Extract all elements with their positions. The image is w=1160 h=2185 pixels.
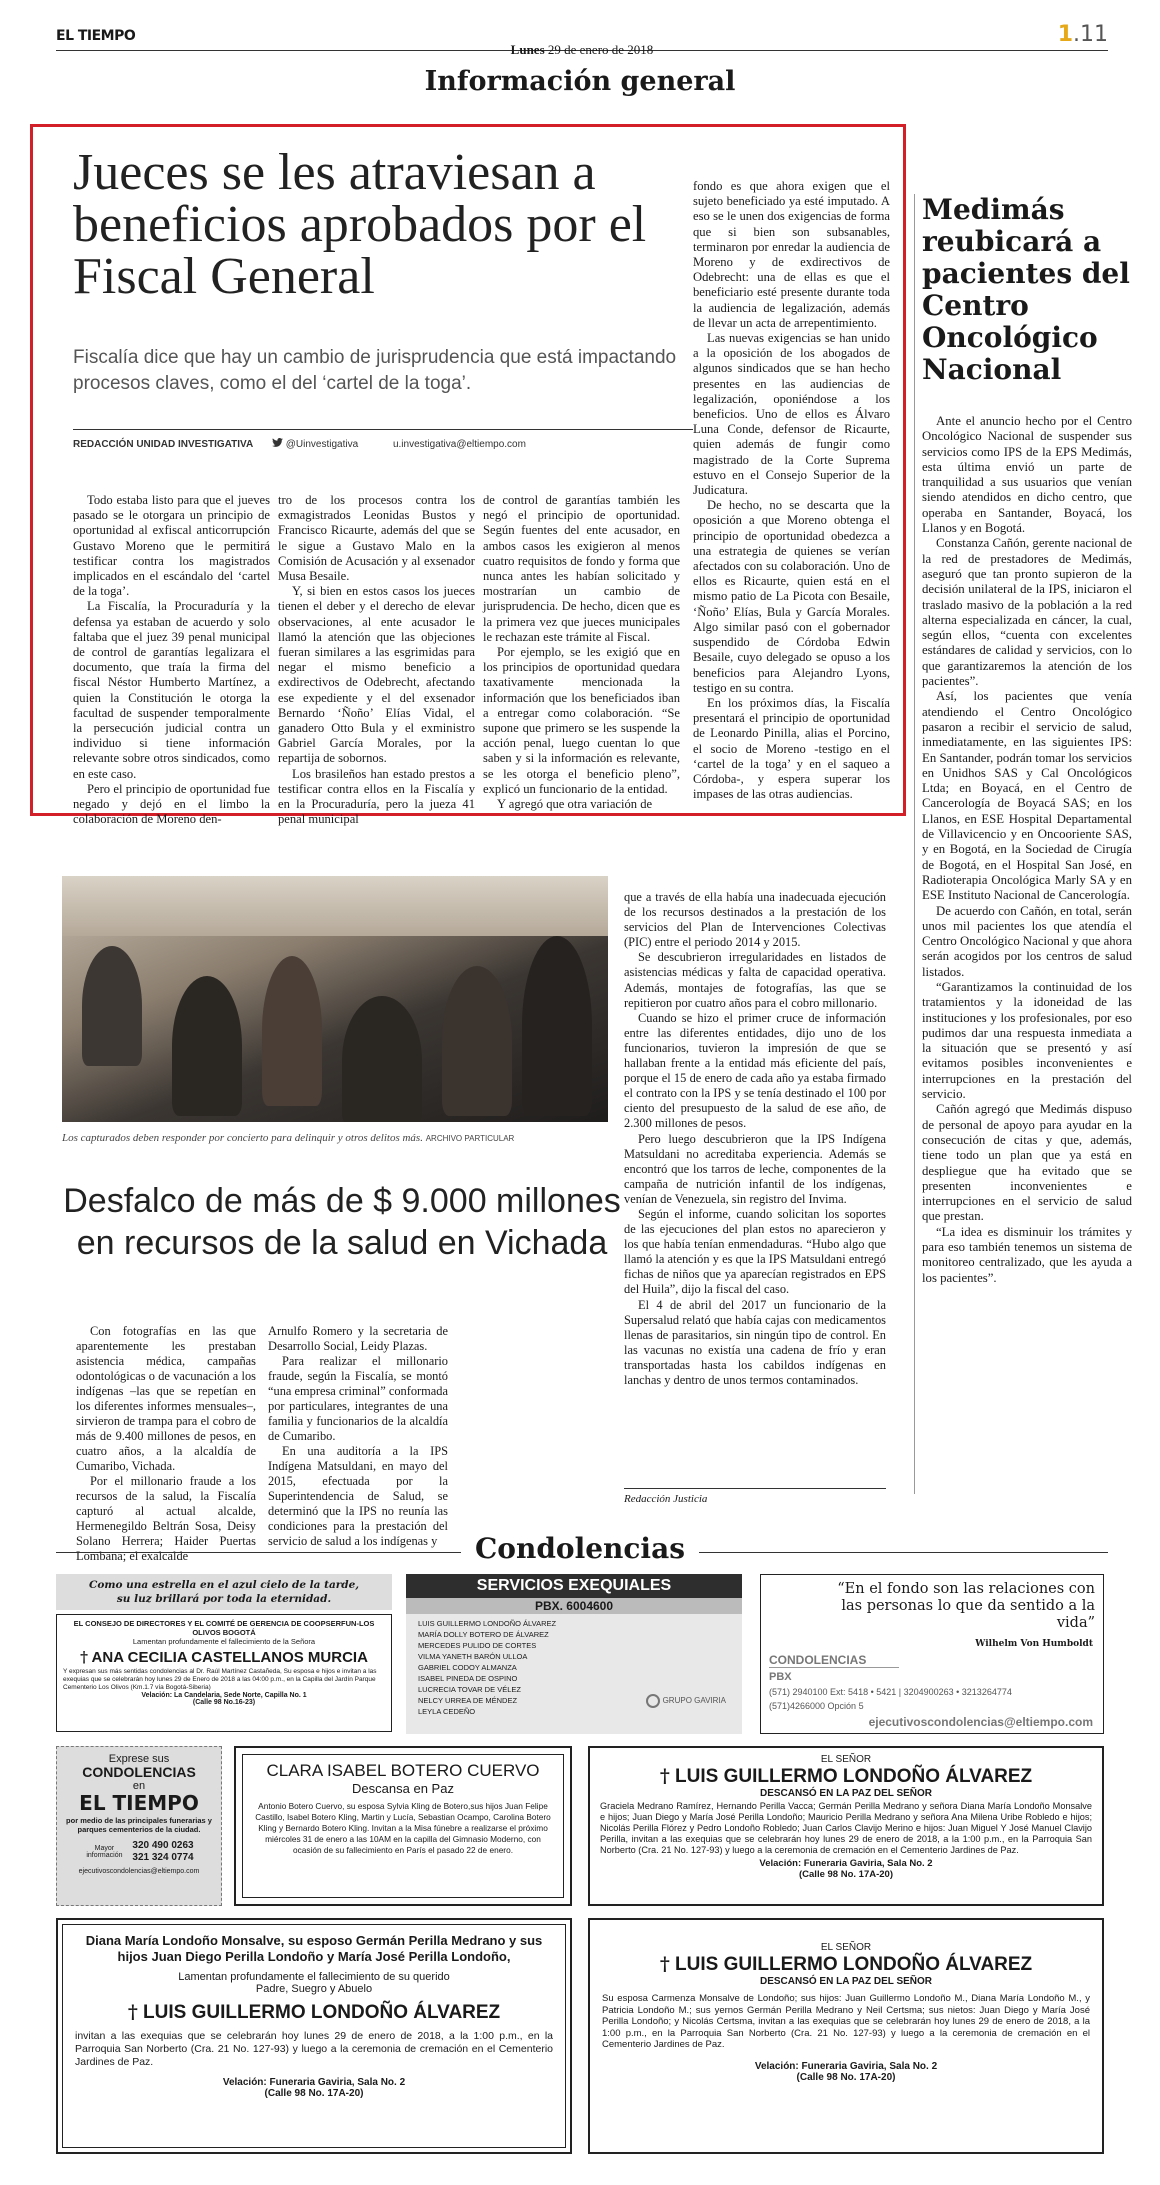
paragraph: Los brasileños han estado prestos a testificar contra ellos en la Fiscalía y en la Procuraduría, pero la jueza 41 penal municipal	[278, 766, 475, 827]
page-date	[56, 42, 1108, 58]
side-body	[922, 414, 1132, 1286]
ad3-email[interactable]: ejecutivoscondolencias@eltiempo.com	[868, 1715, 1093, 1729]
condolence-ad-clara-isabel	[234, 1746, 572, 1906]
paragraph: La Fiscalía, la Procuraduría y la defensa ya estaban de acuerdo y solo faltaba que el juez 39 penal municipal de control de garantías legalizara el documento, que traía la firma del fiscal Néstor Humberto Martínez, a quien la Constitución le otorga la facultad de suspender temporalmente la persecución judicial contra un individuo si tiene información relevante sobre otros sindicados, como en este caso.	[73, 599, 270, 781]
condolence-ad-coopserfun	[56, 1574, 392, 1734]
list-item: MERCEDES PULIDO DE CORTES	[418, 1641, 537, 1650]
lead-deck: Fiscalía dice que hay un cambio de jurisprudencia que está impactando procesos claves, como el del ‘cartel de la toga’.	[73, 347, 677, 394]
ad8-top: EL SEÑOR	[820, 1942, 872, 1953]
side-headline: Medimás reubicará a pacientes del Centro Oncológico Nacional	[922, 193, 1130, 386]
paragraph: Ante el anuncio hecho por el Centro Oncológico Nacional de suspender sus servicios como IPS de la EPS Medimás, esta última envió un parte de tranquilidad a sus usuarios que venían siendo atendidos en dicho centro, que operaba en Santander, Boyacá, los Llanos y en Bogotá.	[922, 414, 1132, 536]
ad5-inner	[242, 1754, 564, 1898]
list-item: GABRIEL CODOY ALMANZA	[418, 1663, 517, 1672]
ad4-line2: CONDOLENCIAS	[82, 1764, 196, 1780]
paragraph: Para realizar el millonario fraude, según la Fiscalía, se montó “una empresa criminal” conformada por particulares, integrantes de una familia y funcionarios de la alcaldía de Cumaribo.	[268, 1354, 448, 1443]
paragraph: Así, los pacientes que venía atendiendo el Centro Oncológico pasaron a recibir el servicio de salud, inmediatamente, en las siguientes IPS: En Santander, podrán tomar los servicios en Unidhos SAS y Cal Oncológicos Ltda; en Boyacá, en el Centro de Cancerología de Boyacá SAS; en los Llanos, en ESE Hospital Departamental de Villavicencio y en Oncooriente SAS, y en Bogotá, en la Sociedad de Cirugía de Bogotá, en el Hospital San José, en Radioterapia Oncológica Marly SA y en ESE Instituto Nacional de Cancerología.	[922, 689, 1132, 903]
paragraph: “La idea es disminuir los trámites y para eso también tenemos un sistema de monitoreo centralizado, que les ayuda a los pacientes”.	[922, 1224, 1132, 1285]
section-title: Información general	[424, 66, 736, 97]
list-item: LUCRECIA TOVAR DE VÉLEZ	[418, 1685, 521, 1694]
ad2-logo	[646, 1694, 726, 1708]
paragraph: de control de garantías también les negó el principio de oportunidad. Según fuentes del ente acusador, en ambos casos les exigieron al menos cuatro requisitos de fondo y forma que nunca antes les habían solicitado y mostrarían un cambio de jurisprudencia. De hecho, dicen que es la primera vez que jueces municipales le rechazan este trámite al Fiscal.	[483, 493, 680, 644]
ad4-email[interactable]: ejecutivoscondolencias@eltiempo.com	[78, 1868, 200, 1875]
ad8-sub: DESCANSÓ EN LA PAZ DEL SEÑOR	[759, 1976, 933, 1987]
condolencias-title	[0, 1532, 1160, 1565]
ad8-name	[602, 1953, 1090, 1976]
paragraph: Y agregó que otra variación de	[497, 797, 653, 812]
cross-icon: †	[127, 2001, 138, 2023]
ad1-body	[56, 1614, 392, 1732]
paragraph: Con fotografías en las que aparentemente les prestaban asistencia médica, campañas odontológicas o de vacunación a los indígenas –las que se repetían en los diferentes informes mensuales–, sirvieron de trampa para el cobro de más de 9.400 millones de pesos, en cuatro años, a la alcaldía de Cumaribo, Vichada.	[76, 1324, 256, 1473]
condolence-ad-eltiempo-info	[760, 1574, 1104, 1734]
cross-icon: †	[80, 1648, 88, 1666]
byline-twitter[interactable]	[272, 439, 374, 450]
page-number-section: 1	[1057, 22, 1073, 47]
condolence-ad-exprese	[56, 1746, 222, 1906]
paragraph: En una auditoría a la IPS Indígena Matsuldani, en mayo del 2015, efectuada por la Superintendencia de Salud, se determinó que la IPS no reunía las condiciones para la prestación del servicio de salud a los indígenas y	[268, 1444, 448, 1548]
ad7-text: invitan a las exequias que se celebrarán hoy lunes 29 de enero de 2018, a la 1:00 p.m., en la Parroquia San Norberto (Cra. 21 No. 127-93) y luego a la ceremonia de cremación en el Cementerio Jardines de Paz.	[75, 2030, 553, 2068]
paragraph: fondo es que ahora exigen que el sujeto beneficiado ya esté imputado. A eso se le unen dos exigencias de forma que si bien son subsanables, terminaron por enredar la audiencia de Moreno y de exdirectivos de Odebrecht: una de ellas es que el beneficiario esté presente durante toda la audiencia de legalización, además de llevar un acta de arrepentimiento.	[693, 179, 890, 330]
ad1-velacion: Velación: La Candelaria, Sede Norte, Capilla No. 1	[141, 1692, 307, 1699]
ad1-intro: Lamentan profundamente el fallecimiento de la Señora	[132, 1637, 316, 1646]
list-item: NELCY URREA DE MÉNDEZ	[418, 1696, 518, 1705]
ad8-velacion: Velación: Funeraria Gaviria, Sala No. 2	[754, 2060, 938, 2072]
ad3-pbx: PBX	[769, 1671, 792, 1683]
ad7-velacion: Velación: Funeraria Gaviria, Sala No. 2	[222, 2077, 406, 2088]
ad6-text: Graciela Medrano Ramírez, Hernando Perilla Vacca; Germán Perilla Medrano y señora Diana María Londoño Monsalve e hijos; Juan Diego y María José Perilla Londoño; Mauricio Perilla Medrano y señora Ana Milena Uribe Robledo e hijos; Nicolás Perilla Flórez y Pedro Londoño Robledo; Juan Carlos Clavijo Merino e hijos: Juan Miguel Y José Manuel Clavijo Perilla, invitan a las exequias que se celebrarán hoy lunes 29 de enero de 2018, a la 1:00 p.m., en la Parroquia San Norberto (Cra. 21 No. 127-93) y luego a la ceremonia de cremación en el Cementerio Jardines de Paz.	[600, 1801, 1092, 1855]
byline-twitter-handle: @Uinvestigativa	[285, 439, 359, 450]
page-number-page: .11	[1073, 22, 1108, 47]
list-item: ISABEL PINEDA DE OSPINO	[418, 1674, 518, 1683]
vichada-signoff: Redacción Justicia	[624, 1488, 886, 1505]
ad8-text: Su esposa Carmenza Monsalve de Londoño; sus hijos: Juan Guillermo Londoño M., Diana María Londoño M., y Patricia Londoño M.; sus yernos Germán Perilla Medrano y Neil Certsma; sus nietos: Juan Diego y María José Perilla Londoño; y Nicolás Certsma, invitan a las exequias que se celebrarán hoy lunes 29 de enero de 2018, a la 1:00 p.m., en la Parroquia San Norberto (Cra. 21 No. 127-93) y luego a la ceremonia de cremación en el Cementerio Jardines de Paz.	[602, 1993, 1090, 2050]
byline-unit: REDACCIÓN UNIDAD INVESTIGATIVA	[73, 439, 254, 450]
list-item: VILMA YANETH BARÓN ULLOA	[418, 1652, 528, 1661]
lead-headline: Jueces se les atraviesan a beneficios aprobados por el Fiscal General	[73, 144, 647, 305]
lead-col-3	[483, 493, 680, 812]
ad5-text: Antonio Botero Cuervo, su esposa Sylvia Kling de Botero,sus hijos Juan Felipe Castillo, Isabel Botero Kling, Martin y Lucía, Sebastian Ocampo, Carolina Botero Kling y Bernardo Botero Kling. Invitan a la Misa fúnebre a realizarse el próximo miércoles 31 de enero a las 10AM en la capilla del Gimnasio Moderno, con ocasión de su fallecimiento en París el pasado 22 de enero.	[255, 1801, 551, 1855]
cross-icon: †	[659, 1953, 670, 1975]
paragraph: De hecho, no se descarta que la oposición a que Moreno obtenga el principio de oportunidad obedezca a una estrategia de quienes se verían afectados con su colaboración. Uno de ellos es Ricaurte, quien está en el mismo patio de La Picota con Besaile, ‘Ñoño’ Elías, Bula y García Morales. Algo similar pasó con el gobernador suspendido de Córdoba Edwin Besaile, cuyo delegado se opuso a los beneficios para Alejandro Lyons, testigo en su contra.	[693, 498, 890, 695]
paragraph: Por el millonario fraude a los recursos de la salud, la Fiscalía capturó al actual alcalde, Hermenegildo Beltrán Sosa, Deisy Solano Herrera; Haider Puertas Lombana; el exalcalde	[76, 1474, 256, 1563]
ad7-lament: Lamentan profundamente el fallecimiento de su querido	[178, 1971, 450, 1983]
list-item: MARÍA DOLLY BOTERO DE ÁLVAREZ	[418, 1630, 549, 1639]
ad4-line5: por medio de las principales funerarias y parques cementerios de la ciudad.	[66, 1816, 212, 1834]
ad7-intro: Diana María Londoño Monsalve, su esposo Germán Perilla Medrano y sus hijos Juan Diego Perilla Londoño y María José Perilla Londoño,	[85, 1933, 543, 1964]
ad1-verse	[56, 1574, 392, 1610]
vichada-col-1	[76, 1324, 256, 1564]
ad4-phone: 321 324 0774	[132, 1852, 194, 1863]
ad7-name-text: LUIS GUILLERMO LONDOÑO ÁLVAREZ	[143, 2002, 501, 2023]
vichada-col-2	[268, 1324, 448, 1549]
ad4-info: Mayor información	[86, 1845, 123, 1859]
ad6-top: EL SEÑOR	[820, 1754, 872, 1765]
condolence-ad-londono-family	[56, 1918, 572, 2154]
list-item: LUIS GUILLERMO LONDOÑO ÁLVAREZ	[418, 1619, 557, 1628]
list-item: LEYLA CEDEÑO	[418, 1707, 476, 1716]
news-photo	[62, 876, 608, 1122]
caption-credit: ARCHIVO PARTICULAR	[425, 1134, 515, 1143]
paragraph: Por ejemplo, se les exigió que en los principios de oportunidad quedara taxativamente mencionada la información que los beneficiados iban a entregar como colaboración. “Se supone que primero se les suspende la acción penal, luego cuentan lo que saben y si la información es relevante, se les otorga el beneficio pleno”, explicó un funcionario de la entidad.	[483, 645, 680, 796]
ad3-label: CONDOLENCIAS	[769, 1653, 899, 1668]
condolence-ad-luis-guillermo-2	[588, 1918, 1104, 2154]
ad1-org: EL CONSEJO DE DIRECTORES Y EL COMITÉ DE GERENCIA DE COOPSERFUN-LOS OLIVOS BOGOTÁ	[73, 1619, 375, 1637]
ad7-name	[75, 2001, 553, 2024]
ad5-name: CLARA ISABEL BOTERO CUERVO	[266, 1761, 540, 1780]
paragraph: tro de los procesos contra los exmagistrados Leonidas Bustos y Francisco Ricaurte, además del que se le sigue a Gustavo Malo en la Comisión de Acusación y al exsenador Musa Besaile.	[278, 493, 475, 584]
ad1-verse-line: Como una estrella en el azul cielo de la tarde,	[89, 1579, 359, 1591]
paragraph: Cuando se hizo el primer cruce de información entre las diferentes entidades, dijo uno de los funcionarios, tuvieron la impresión de que se hallaban frente a la entidad más eficiente del país, porque el 15 de enero de cada año ya estaba firmado el contrato con la IPS y se tenía destinado el 100 por ciento del presupuesto de la salud de ese año, de 2.300 millones de pesos.	[624, 1010, 886, 1131]
lead-col-1	[73, 493, 270, 827]
cross-icon: †	[659, 1765, 670, 1787]
ad6-velacion: Velación: Funeraria Gaviria, Sala No. 2	[759, 1858, 933, 1869]
ad2-logo-text: GRUPO GAVIRIA	[662, 1696, 726, 1706]
ad3-author: Wilhelm Von Humboldt	[975, 1639, 1093, 1649]
photo-caption	[62, 1132, 622, 1144]
vichada-col-3	[624, 890, 886, 1388]
ad7-inner	[62, 1924, 566, 2148]
ad8-name-text: LUIS GUILLERMO LONDOÑO ÁLVAREZ	[675, 1954, 1033, 1975]
date-day: Lunes	[510, 42, 545, 57]
condolencias-title-text: Condolencias	[461, 1532, 699, 1565]
condolence-ad-luis-guillermo-1	[588, 1746, 1104, 1906]
paragraph: El 4 de abril del 2017 un funcionario de la Supersalud relató que había cajas con medicamentos llenas de parasitarios, sin ningún tipo de control. En las vacunas no existía una cadena de frío y eran transportadas hasta los cabildos indígenas en lanchas y dentro de unos termos contaminados.	[624, 1297, 886, 1387]
ad3-phones-2: (571)4266000 Opción 5	[769, 1701, 864, 1711]
ad4-contact	[57, 1840, 221, 1864]
ad4-line4: EL TIEMPO	[79, 1791, 199, 1815]
paragraph: Según el informe, cuando solicitan los soportes de las ejecuciones del plan estos no aparecieron y los que había tenían enmendaduras. “Hubo algo que llamó la atención y es que la IPS Matsuldani entregó fichas de niños que ya aparecían registrados en EPS del Huila”, dijo la fiscal del caso.	[624, 1206, 886, 1297]
lead-col-4	[693, 179, 890, 802]
lead-story-box	[30, 124, 906, 827]
paragraph: que a través de ella había una inadecuada ejecución de los recursos destinados a la prestación de los servicios del Plan de Intervenciones Colectivas (PIC) entre el periodo 2014 y 2015.	[624, 890, 886, 950]
twitter-bird-icon	[272, 438, 283, 447]
paragraph: En los próximos días, la Fiscalía presentará el principio de oportunidad de Leonardo Pinilla, alias el Porcino, el socio de Moreno -testigo en el ‘cartel de la toga’ y en el saqueo a Córdoba-, y espera superar los impases de las otras audiencias.	[693, 695, 890, 802]
ad5-sub: Descansa en Paz	[352, 1781, 454, 1796]
gaviria-logo-icon	[646, 1694, 660, 1708]
ad1-name-text: ANA CECILIA CASTELLANOS MURCIA	[91, 1649, 368, 1666]
byline-email[interactable]: u.investigativa@eltiempo.com	[392, 439, 526, 450]
paragraph: Arnulfo Romero y la secretaria de Desarrollo Social, Leidy Plazas.	[268, 1324, 448, 1353]
ad7-calle: (Calle 98 No. 17A-20)	[264, 2088, 364, 2099]
paragraph: Las nuevas exigencias se han unido a la oposición de los abogados de algunos sindicados que se han hecho presentes en las audiencias de legalización, oponiéndose a los beneficios. Uno de ellos es Álvaro Luna Conde, defensor de Ricaurte, quien además de fungir como magistrado de la Corte Suprema estuvo en el Consejo Superior de la Judicatura.	[693, 331, 890, 498]
ad1-name	[63, 1648, 385, 1666]
ad4-phone: 320 490 0263	[132, 1840, 194, 1851]
paragraph: Y, si bien en estos casos los jueces tienen el deber y el derecho de elevar observaciones, al ente acusador le llamó la atención que las objeciones fueran similares a las esgrimidas para negar el mismo beneficio a exdirectivos de Odebrecht, afectando ese expediente y el del exsenador Bernardo ‘Ñoño’ Elías Vidal, el ganadero Otto Bula y el exministro Gabriel García Morales, por la repartija de sobornos.	[278, 584, 475, 766]
paragraph: “Garantizamos la continuidad de los tratamientos y la idoneidad de las instituciones y los profesionales, por eso pudimos dar una respuesta inmediata a la situación que se presentó y así evitamos posibles inconvenientes e interrupciones en la prestación del servicio.	[922, 979, 1132, 1102]
column-divider	[914, 194, 915, 1494]
masthead: EL TIEMPO	[56, 28, 136, 44]
date-rest: 29 de enero de 2018	[544, 42, 654, 57]
ad2-title: SERVICIOS EXEQUIALES	[406, 1574, 742, 1598]
ad4-phones	[132, 1840, 193, 1864]
page-number	[1058, 22, 1108, 47]
paragraph: Cañón agregó que Medimás dispuso de personal de apoyo para ayudar en la consecución de citas y que, además, tiene todo un plan que ya está en despliegue que ha evitado que se presenten inconvenientes e interrupciones en el servicio de salud que prestan.	[922, 1102, 1132, 1224]
ad6-name-text: LUIS GUILLERMO LONDOÑO ÁLVAREZ	[675, 1766, 1033, 1787]
paragraph: Pero el principio de oportunidad fue negado y dejó en el limbo la colaboración de Moreno den-	[73, 781, 270, 827]
lead-col-2	[278, 493, 475, 827]
ad4-line1: Exprese sus	[108, 1753, 170, 1765]
paragraph: Todo estaba listo para que el jueves pasado se le otorgara un principio de oportunidad al exfiscal anticorrupción Gustavo Moreno que le permitirá testificar contra los magistrados implicados en el escándalo del ‘cartel de la toga’.	[73, 493, 270, 599]
lead-byline	[73, 429, 693, 450]
ad7-rel: Padre, Suegro y Abuelo	[255, 1983, 373, 1995]
paragraph: Se descubrieron irregularidades en listados de asistencias médicas y falta de capacidad operativa. Además, montajes de fotografías, las que se repitieron por cuatro años para el cobro millonario.	[624, 950, 886, 1010]
ad6-calle: (Calle 98 No. 17A-20)	[799, 1869, 893, 1880]
ad3-phones: (571) 2940100 Ext: 5418 • 5421 | 3204900263 • 3213264774	[769, 1687, 1012, 1697]
paragraph: Pero luego descubrieron que la IPS Indígena Matsuldani no acreditaba experiencia. Además se encontró que los tarros de leche, componentes de la campaña de nutrición infantil de los indígenas, venían de Venezuela, sin registro del Invima.	[624, 1131, 886, 1206]
vichada-headline: Desfalco de más de $ 9.000 millones en recursos de la salud en Vichada	[63, 1182, 621, 1262]
condolence-ad-servicios-exequiales	[406, 1574, 742, 1734]
ad4-line3: en	[132, 1780, 146, 1792]
paragraph: Constanza Cañón, gerente nacional de la red de prestadores de Medimás, aseguró que tan pronto supieron de la decisión unilateral de la IPS, iniciaron el traslado masivo de la población a la red alterna especializada en cáncer, la cual, según ellos, “cuenta con excelentes estándares de calidad y servicios, con lo que garantizaremos la atención de los pacientes”.	[922, 536, 1132, 689]
ad1-text: Y expresan sus más sentidas condolencias al Dr. Raúl Martínez Castañeda, Su esposa e hijos e invitan a las exequias que se celebrarán hoy lunes 29 de Enero de 2018 a las 04:00 p.m., en la Capilla del Jardín Parque Cementerio Los Olivos (Km.1.7 vía Bogotá-Siberia)	[63, 1668, 377, 1691]
page-header	[56, 22, 1108, 57]
caption-text: Los capturados deben responder por concierto para delinquir y otros delitos más.	[62, 1132, 423, 1144]
ad6-name	[600, 1765, 1092, 1788]
ad6-sub: DESCANSÓ EN LA PAZ DEL SEÑOR	[759, 1788, 933, 1799]
ad2-pbx: PBX. 6004600	[406, 1598, 742, 1614]
paragraph: De acuerdo con Cañón, en total, serán unos mil pacientes los que atendía el Centro Oncológico Nacional y que ahora serán acogidos por los centros de salud listados.	[922, 903, 1133, 979]
ad1-calle: (Calle 98 No.16-23)	[192, 1699, 256, 1706]
ad8-calle: (Calle 98 No. 17A-20)	[796, 2071, 896, 2083]
ad3-quote: “En el fondo son las relaciones con las personas lo que da sentido a la vida”	[837, 1581, 1095, 1631]
ad1-verse-line: su luz brillará por toda la eternidad.	[116, 1593, 332, 1605]
